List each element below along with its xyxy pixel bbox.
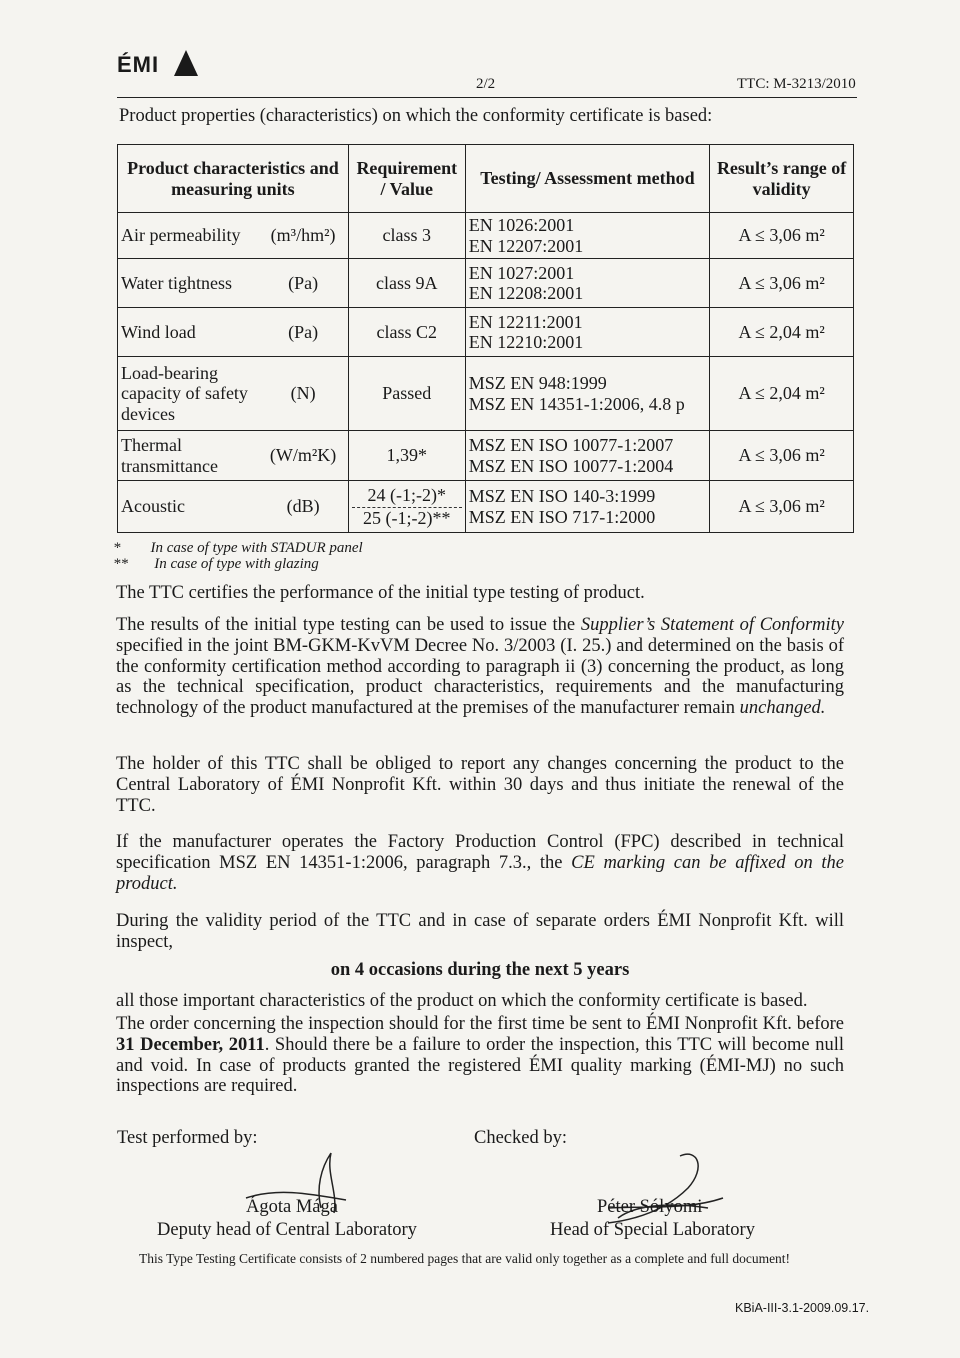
ttc-reference: TTC: M-3213/2010	[737, 76, 856, 92]
method-2: MSZ EN ISO 717-1:2000	[468, 506, 656, 527]
row-unit: (N)	[258, 357, 348, 431]
row-unit: (dB)	[258, 481, 348, 533]
paragraph-holder: The holder of this TTC shall be obliged to report any changes concerning the product to the Central Laboratory of ÉMI Nonprofit Kft. within 30 days and thus initiate the renewal of the TTC.	[116, 754, 844, 816]
row-result: A ≤ 3,06 m²	[710, 213, 854, 259]
paragraph-certifies: The TTC certifies the performance of the initial type testing of product.	[116, 583, 645, 603]
row-unit: (Pa)	[258, 308, 348, 357]
document-code: KBiA-III-3.1-2009.09.17.	[735, 1301, 870, 1315]
row-method	[465, 308, 709, 357]
checked-by-label: Checked by:	[474, 1128, 567, 1148]
row-value: Passed	[348, 357, 465, 431]
row-result: A ≤ 3,06 m²	[710, 431, 854, 481]
table-row	[118, 431, 854, 481]
header-testing: Testing/ Assessment method	[465, 145, 709, 213]
text-run: The results of the initial type testing can be used to issue the	[116, 615, 581, 635]
table-row	[118, 213, 854, 259]
footnote-text: In case of type with glazing	[154, 556, 319, 572]
method-1: EN 1026:2001	[468, 215, 575, 236]
table-row	[118, 481, 854, 533]
row-method	[465, 357, 709, 431]
value-stadur: 24 (-1;-2)*	[352, 485, 462, 507]
row-value: 1,39*	[348, 431, 465, 481]
signer-1-name: Ágota Mága	[246, 1197, 338, 1217]
paragraph-results	[116, 615, 844, 719]
emi-logo-mark-icon	[174, 50, 198, 76]
text-run: The order concerning the inspection should for the first time be sent to ÉMI Nonprofit Kft. before	[116, 1014, 844, 1034]
text-italic: Supplier’s Statement of Conformity	[580, 615, 845, 635]
method-2: MSZ EN 14351-1:2006, 4.8 p	[468, 393, 685, 414]
text-italic: unchanged.	[739, 698, 826, 719]
table-header-row	[118, 145, 854, 213]
signer-2-name: Péter Sólyomi	[597, 1197, 703, 1217]
row-name: Water tightness	[118, 259, 259, 308]
deadline-date: 31 December, 2011	[116, 1034, 265, 1055]
table-row	[118, 308, 854, 357]
footnote-mark: **	[113, 556, 128, 572]
emi-logo: ÉMI	[117, 52, 160, 77]
method-1: MSZ EN ISO 10077-1:2007	[468, 435, 674, 456]
footnote-text: In case of type with STADUR panel	[150, 540, 363, 556]
test-performed-label: Test performed by:	[117, 1128, 258, 1148]
text-italic: CE marking can be affixed on the product.	[116, 852, 844, 894]
properties-table	[117, 144, 854, 533]
page-number: 2/2	[476, 76, 496, 92]
row-result: A ≤ 3,06 m²	[710, 481, 854, 533]
method-2: EN 12210:2001	[468, 332, 584, 352]
value-glazing: 25 (-1;-2)**	[363, 507, 451, 528]
method-2: MSZ EN ISO 10077-1:2004	[468, 455, 674, 476]
row-value: class 3	[348, 213, 465, 259]
row-unit: (W/m²K)	[258, 431, 348, 481]
header-product: Product characteristics and measuring units	[118, 145, 349, 213]
method-1: MSZ EN 948:1999	[468, 373, 607, 394]
footnote-stadur	[113, 540, 363, 557]
row-method	[465, 481, 709, 533]
row-unit: (Pa)	[258, 259, 348, 308]
row-result: A ≤ 3,06 m²	[710, 259, 854, 308]
row-method	[465, 431, 709, 481]
row-value: class 9A	[348, 259, 465, 308]
row-method	[465, 213, 709, 259]
signer-1-role: Deputy head of Central Laboratory	[157, 1220, 417, 1240]
text-run: If the manufacturer operates the Factory Production Control (FPC) described in technical specification MSZ EN 14351-1:2006, paragraph 7.3., the	[116, 832, 844, 873]
row-result: A ≤ 2,04 m²	[710, 357, 854, 431]
header-result: Result’s range of validity	[710, 145, 854, 213]
occasions-text: on 4 occasions during the next 5 years	[330, 960, 630, 980]
row-value: class C2	[348, 308, 465, 357]
method-1: MSZ EN ISO 140-3:1999	[468, 486, 656, 507]
table-row	[118, 259, 854, 308]
signer-2-role: Head of Special Laboratory	[550, 1220, 755, 1240]
method-2: EN 12208:2001	[468, 283, 584, 303]
paragraph-validity: During the validity period of the TTC and in case of separate orders ÉMI Nonprofit Kft. will inspect,	[116, 911, 844, 952]
header-requirement: Requirement / Value	[348, 145, 465, 213]
method-1: EN 1027:2001	[468, 262, 575, 283]
paragraph-characteristics: all those important characteristics of the product on which the conformity certificate is based.	[116, 991, 808, 1011]
text-run: specified in the joint BM-GKM-KvVM Decree No. 3/2003 (I. 25.) and determined on the basis of the conformity certification method according to paragraph ii (3) concerning the product, as long as the technical specification, product characteristics, requirements and the manufacturing technology of the product manufactured at the premises of the manufacturer remain	[116, 635, 844, 719]
intro-text: Product properties (characteristics) on which the conformity certificate is based:	[119, 106, 713, 126]
header-divider	[117, 97, 857, 98]
table-row	[118, 357, 854, 431]
method-2: EN 12207:2001	[468, 235, 584, 256]
footnote-mark: *	[113, 540, 121, 556]
row-unit: (m³/hm²)	[258, 213, 348, 259]
row-name: Air permeability	[118, 213, 259, 259]
row-method	[465, 259, 709, 308]
row-name: Thermal transmittance	[118, 431, 259, 481]
footnote-glazing	[113, 556, 319, 573]
paragraph-fpc	[116, 832, 844, 894]
text-run: . Should there be a failure to order the inspection, this TTC will become null and void. In case of products granted the registered ÉMI quality marking (ÉMI-MJ) no such inspections are required.	[116, 1034, 844, 1097]
row-value	[348, 481, 465, 533]
row-result: A ≤ 2,04 m²	[710, 308, 854, 357]
row-name: Load-bearing capacity of safety devices	[118, 357, 259, 431]
paragraph-order	[116, 1014, 844, 1097]
row-name: Acoustic	[118, 481, 259, 533]
footer-note: This Type Testing Certificate consists of 2 numbered pages that are valid only together as a complete and full document!	[139, 1251, 791, 1266]
method-1: EN 12211:2001	[468, 311, 583, 332]
row-name: Wind load	[118, 308, 259, 357]
